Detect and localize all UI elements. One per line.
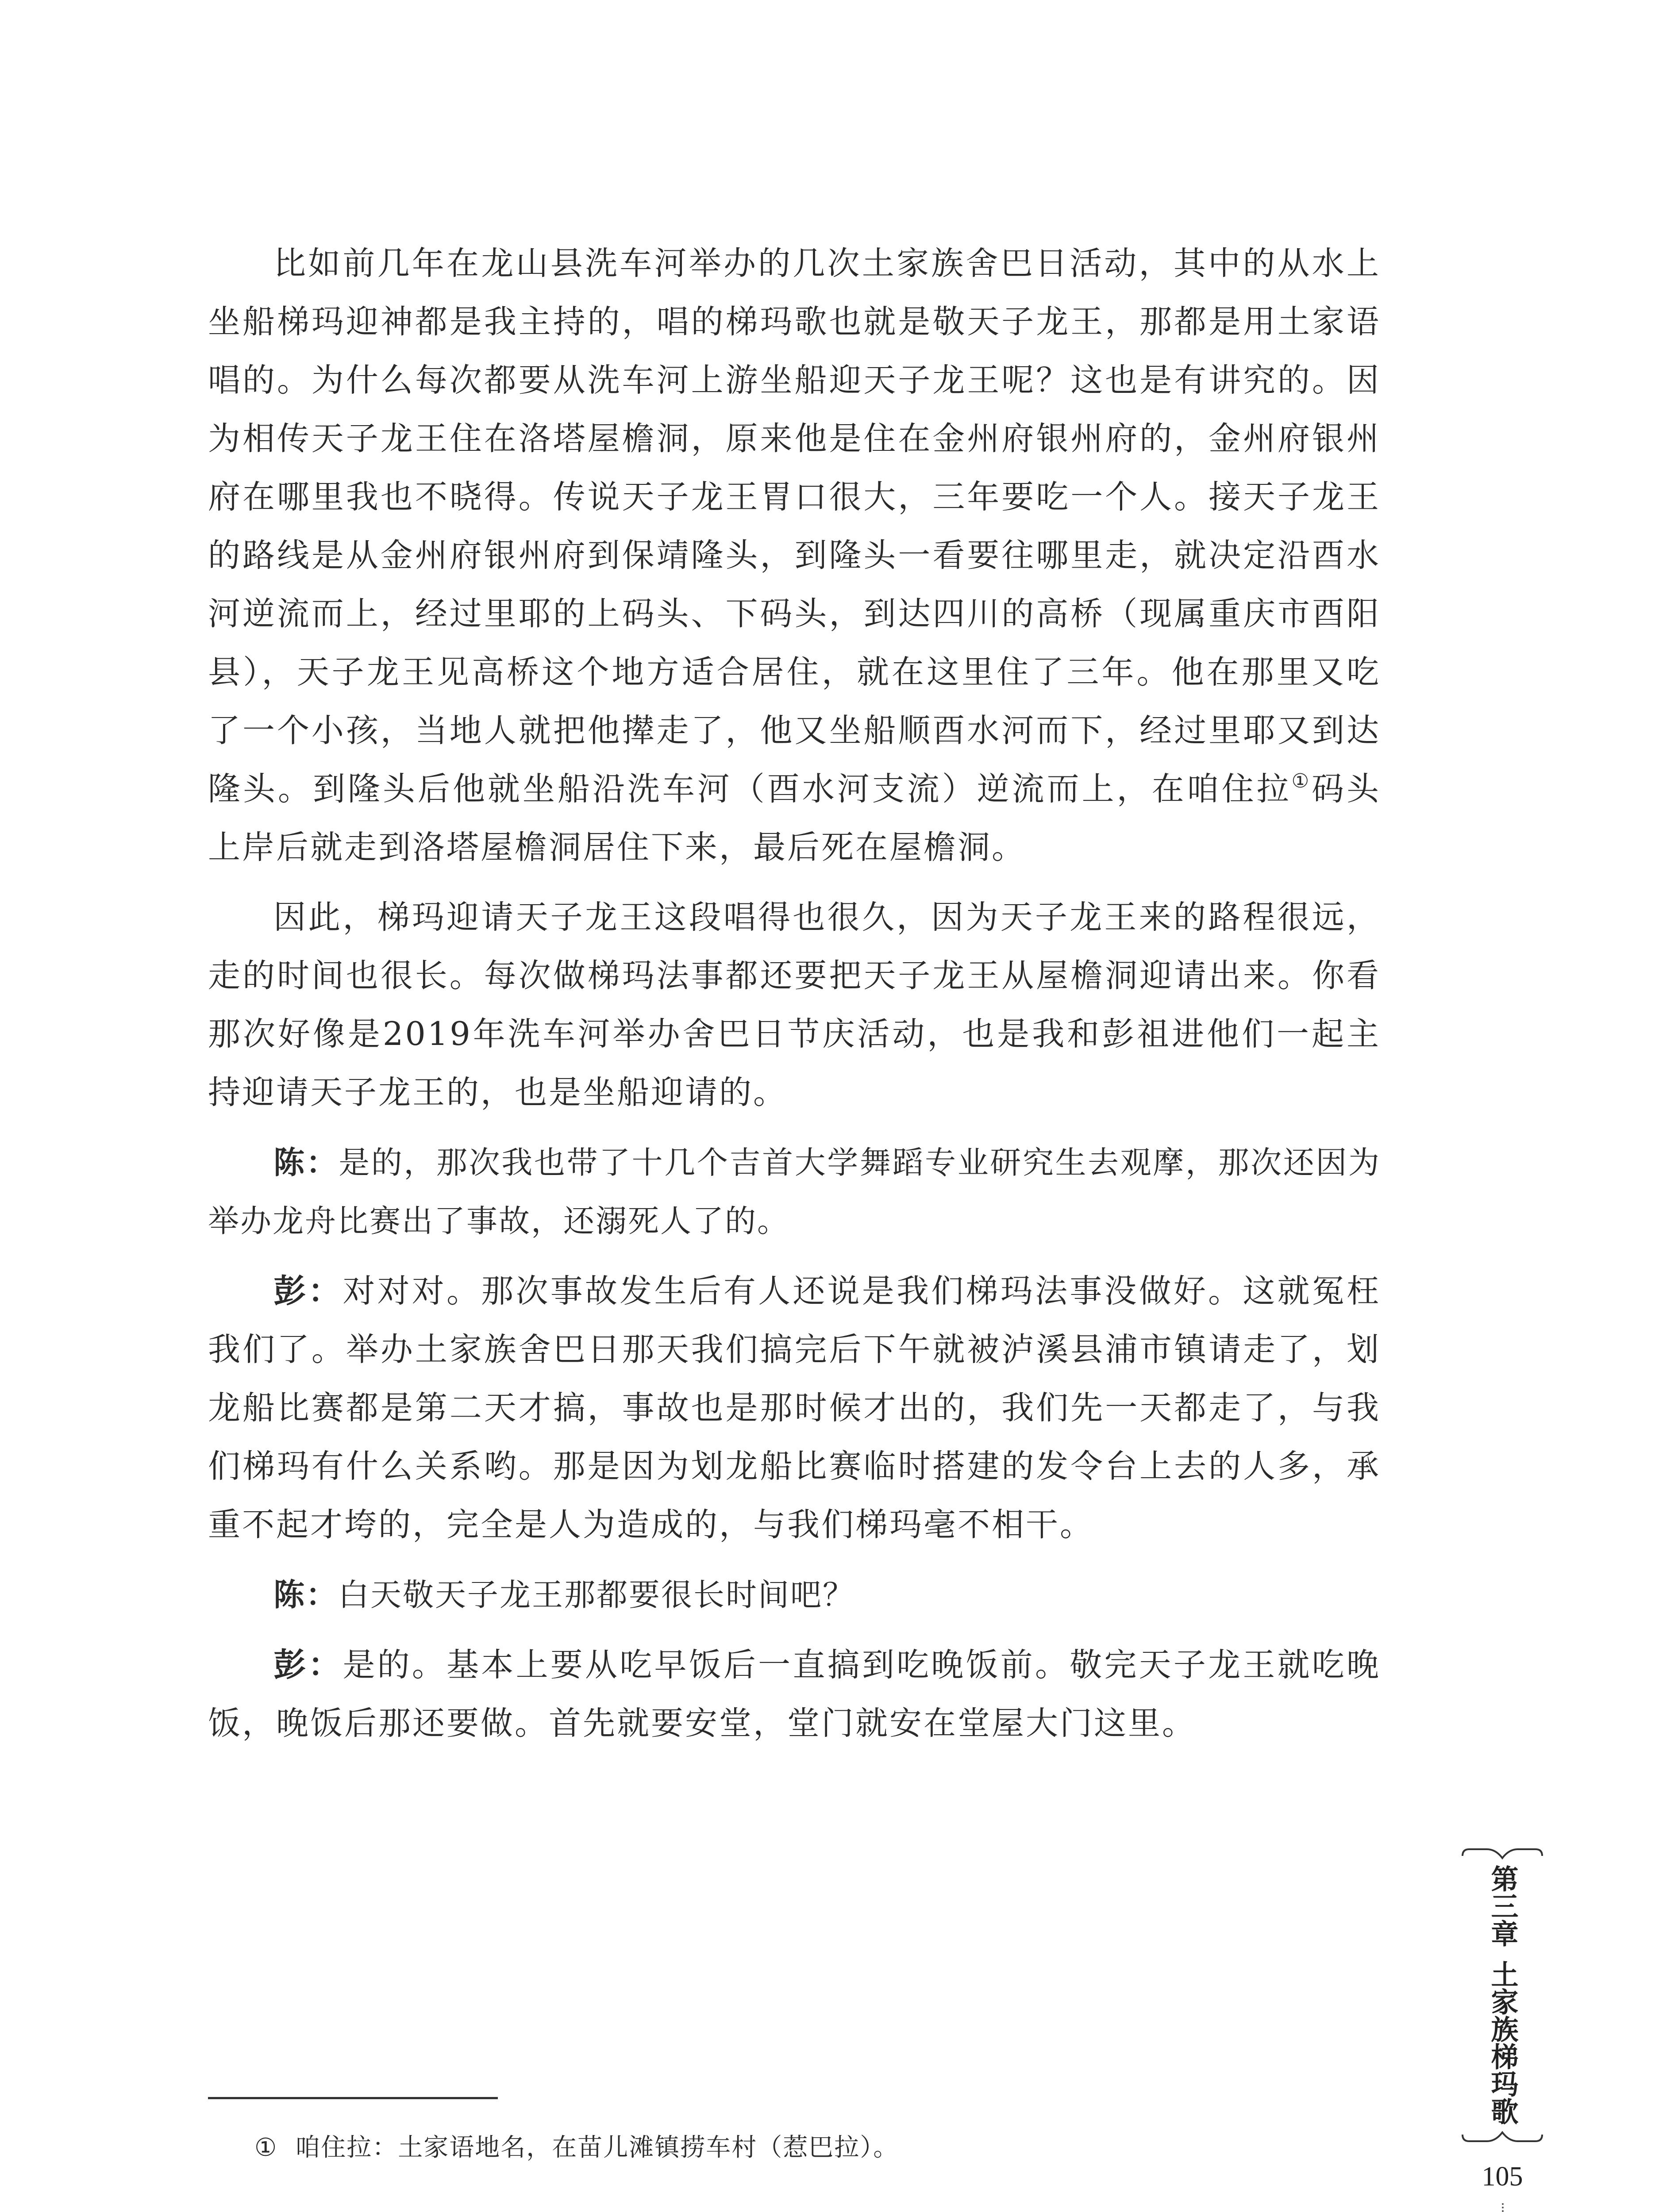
chapter-label bbox=[1460, 1865, 1544, 2125]
body-text bbox=[208, 234, 1381, 1764]
chapter-side-tab bbox=[1460, 1847, 1544, 2143]
dialogue-chen-2 bbox=[208, 1566, 1381, 1624]
paragraph-2 bbox=[208, 888, 1381, 1122]
dialogue-text: 是的。基本上要从吃早饭后一直搞到吃晚饭前。敬完天子龙王就吃晚饭，晚饭后那还要做。首先就要安堂，堂门就安在堂屋大门这里。 bbox=[208, 1646, 1381, 1742]
footnote-reference[interactable]: ① bbox=[1291, 770, 1312, 792]
paragraph-text: 比如前几年在龙山县洗车河举办的几次土家族舍巴日活动，其中的从水上坐船梯玛迎神都是我主持的，唱的梯玛歌也就是敬天子龙王，那都是用土家语唱的。为什么每次都要从洗车河上游坐船迎天子龙王呢？这也是有讲究的。因为相传天子龙王住在洛塔屋檐洞，原来他是住在金州府银州府的，金州府银州府在哪里我也不晓得。传说天子龙王胃口很大，三年要吃一个人。接天子龙王的路线是从金州府银州府到保靖隆头，到隆头一看要往哪里走，就决定沿酉水河逆流而上，经过里耶的上码头、下码头，到达四川的高桥（现属重庆市酉阳县），天子龙王见高桥这个地方适合居住，就在这里住了三年。他在那里又吃了一个小孩，当地人就把他撵走了，他又坐船顺酉水河而下，经过里耶又到达隆头。到隆头后他就坐船沿洗车河（酉水河支流）逆流而上，在咱住拉 bbox=[208, 245, 1381, 808]
speaker-label: 陈： bbox=[273, 1577, 338, 1613]
chapter-number: 第三章 bbox=[1486, 1865, 1519, 1947]
dialogue-chen-1 bbox=[208, 1133, 1381, 1250]
speaker-label: 彭： bbox=[273, 1272, 343, 1310]
speaker-label: 彭： bbox=[273, 1646, 343, 1684]
dialogue-peng-1 bbox=[208, 1262, 1381, 1554]
footnote bbox=[254, 2130, 899, 2166]
dialogue-text: 是的，那次我也带了十几个吉首大学舞蹈专业研究生去观摩，那次还因为举办龙舟比赛出了事故，还溺死人了的。 bbox=[208, 1144, 1381, 1239]
page-number: 105 bbox=[1482, 2162, 1523, 2192]
dialogue-peng-2 bbox=[208, 1636, 1381, 1753]
dotted-divider bbox=[1502, 2203, 1504, 2212]
chapter-title: 土家族梯玛歌 bbox=[1486, 1960, 1519, 2125]
footnote-divider bbox=[208, 2097, 498, 2099]
paragraph-1 bbox=[208, 234, 1381, 877]
footnote-mark: ① bbox=[254, 2133, 278, 2162]
speaker-label: 陈： bbox=[273, 1144, 339, 1181]
dialogue-text: 白天敬天子龙王那都要很长时间吧？ bbox=[338, 1577, 855, 1613]
footnote-text: 咱住拉：土家语地名，在苗儿滩镇捞车村（惹巴拉）。 bbox=[295, 2133, 899, 2162]
paragraph-text-tail: 码头上岸后就走到洛塔屋檐洞居住下来，最后死在屋檐洞。 bbox=[208, 770, 1381, 866]
paragraph-text: 因此，梯玛迎请天子龙王这段唱得也很久，因为天子龙王来的路程很远，走的时间也很长。每次做梯玛法事都还要把天子龙王从屋檐洞迎请出来。你看那次好像是2019年洗车河举办舍巴日节庆活动，也是我和彭祖进他们一起主持迎请天子龙王的，也是坐船迎请的。 bbox=[208, 899, 1381, 1111]
dialogue-text: 对对对。那次事故发生后有人还说是我们梯玛法事没做好。这就冤枉我们了。举办土家族舍巴日那天我们搞完后下午就被泸溪县浦市镇请走了，划龙船比赛都是第二天才搞，事故也是那时候才出的，我们先一天都走了，与我们梯玛有什么关系哟。那是因为划龙船比赛临时搭建的发令台上去的人多，承重不起才垮的，完全是人为造成的，与我们梯玛毫不相干。 bbox=[208, 1272, 1381, 1544]
